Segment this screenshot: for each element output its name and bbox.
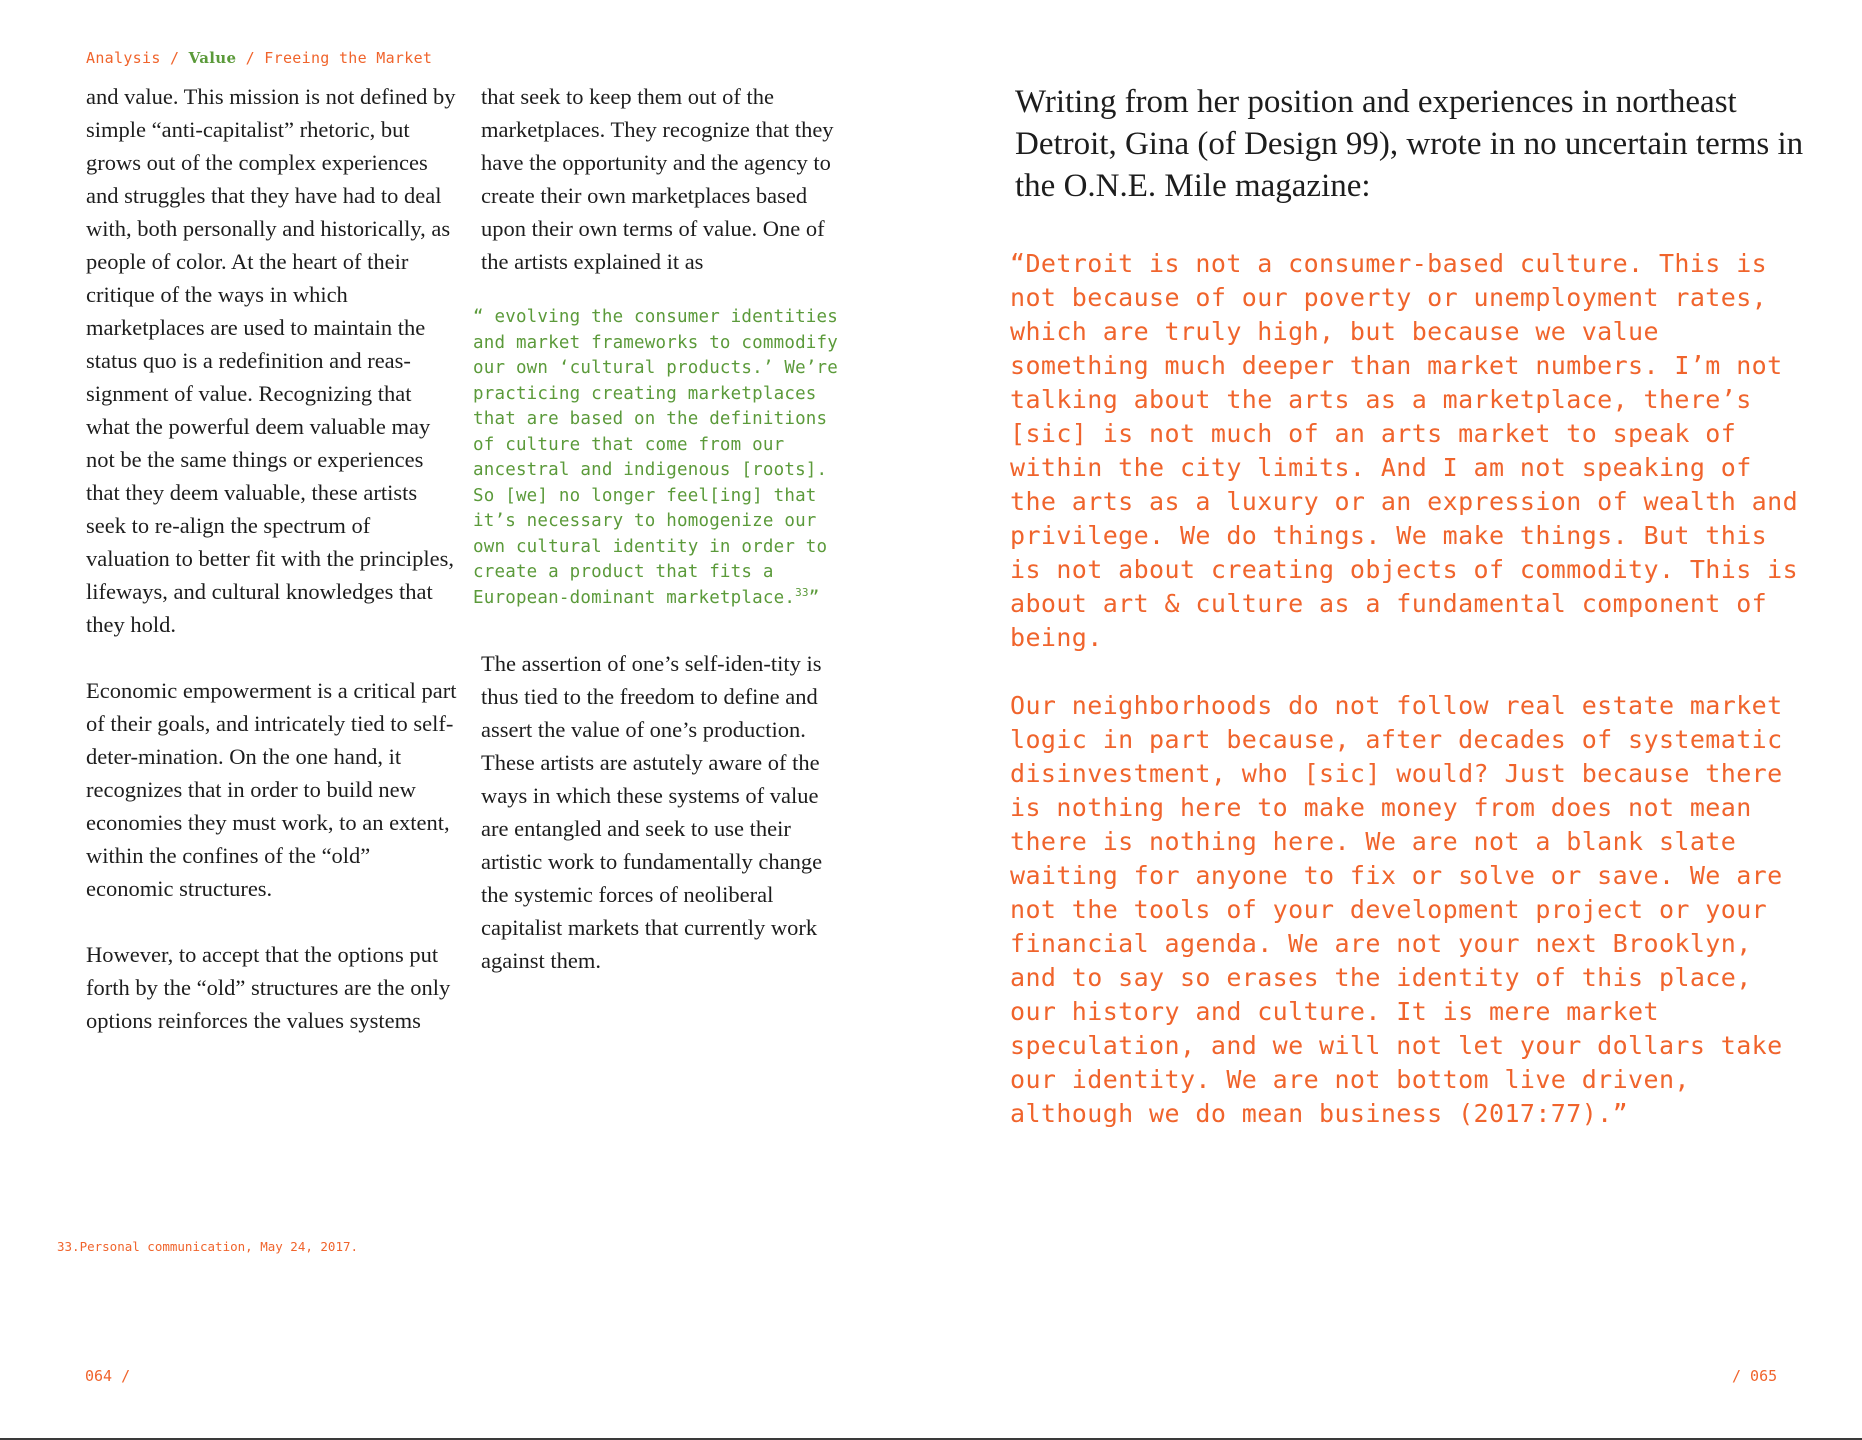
artist-quote-close: ”	[808, 587, 820, 608]
breadcrumb-separator: /	[236, 49, 265, 67]
quote-paragraph: Our neighborhoods do not follow real estate market logic in part because, after decades of systematic disinvestment, who [sic] would? Just because there is nothing here to make money from does not mean there is nothing here. We are not a blank slate waiting for anyone to fix or solve or save. We are not the tools of your development project or your financial agenda. We are not your next Brooklyn, and to say so erases the identity of this place, our history and culture. It is mere market speculation, and we will not let your dollars take our identity. We are not bottom live driven, although we do mean business (2017:77).”	[1010, 691, 1783, 1128]
breadcrumb-current: Value	[188, 49, 237, 67]
page-number-left: 064 /	[85, 1367, 131, 1385]
breadcrumb-separator: /	[160, 49, 189, 67]
body-paragraph: Economic empowerment is a critical part of their goals, and intricately tied to self-deter-mination. On the one hand, it recognizes that in order to build new economies they must work, to an extent, within the confines of the “old” economic structures.	[86, 678, 457, 901]
footnote-reference: 33	[795, 585, 809, 599]
left-column	[86, 80, 458, 1070]
footnote: 33.Personal communication, May 24, 2017.	[57, 1239, 359, 1254]
breadcrumb	[86, 49, 432, 67]
page-number-right: / 065	[1732, 1367, 1778, 1385]
body-paragraph: The assertion of one’s self-iden-tity is thus tied to the freedom to define and assert the value of one’s production. These artists are astutely aware of the ways in which these systems of value are entangled and seek to use their artistic work to fundamentally change the systemic forces of neoliberal capitalist markets that currently work against them.	[481, 651, 823, 973]
quote-paragraph: “Detroit is not a consumer-based culture. This is not because of our poverty or unemployment rates, which are truly high, but because we value something much deeper than market numbers. I’m not talking about the arts as a marketplace, there’s [sic] is not much of an arts market to speak of within the city limits. And I am not speaking of the arts as a luxury or an expression of wealth and privilege. We do things. We make things. But this is not about creating objects of commodity. This is about art & culture as a fundamental component of being.	[1010, 249, 1799, 652]
artist-quote	[473, 305, 841, 611]
breadcrumb-subsection: Freeing the Market	[264, 49, 433, 67]
artist-quote-text: “ evolving the consumer identities and market frameworks to commodify our own ‘cultural products.’ We’re practicing creating marketplaces that are based on the definitions of culture that come from our ancestral and indigenous [roots]. So [we] no longer feel[ing] that it’s necessary to homogenize our own cultural identity in order to create a product that fits a European-dominant marketplace.	[473, 307, 839, 608]
body-paragraph: However, to accept that the options put forth by the “old” structures are the only options reinforces the values systems	[86, 942, 451, 1033]
breadcrumb-section: Analysis	[86, 49, 161, 67]
intro-paragraph: Writing from her position and experiences in northeast Detroit, Gina (of Design 99), wrote in no uncertain terms in the O.N.E. Mile magazine:	[1015, 84, 1804, 204]
body-paragraph: and value. This mission is not defined by simple “anti-capitalist” rhetoric, but grows out of the complex experiences and struggles that they have had to deal with, both personally and historically, as people of color. At the heart of their critique of the ways in which marketplaces are used to maintain the status quo is a redefinition and reas-signment of value. Recognizing that what the powerful deem valuable may not be the same things or experiences that they deem valuable, these artists seek to re-align the spectrum of valuation to better fit with the principles, lifeways, and cultural knowledges that they hold.	[86, 84, 456, 637]
middle-column	[473, 80, 841, 1010]
body-paragraph: that seek to keep them out of the marketplaces. They recognize that they have the opportunity and the agency to create their own marketplaces based upon their own terms of value. One of the artists explained it as	[481, 84, 834, 274]
block-quote	[1010, 247, 1810, 1165]
